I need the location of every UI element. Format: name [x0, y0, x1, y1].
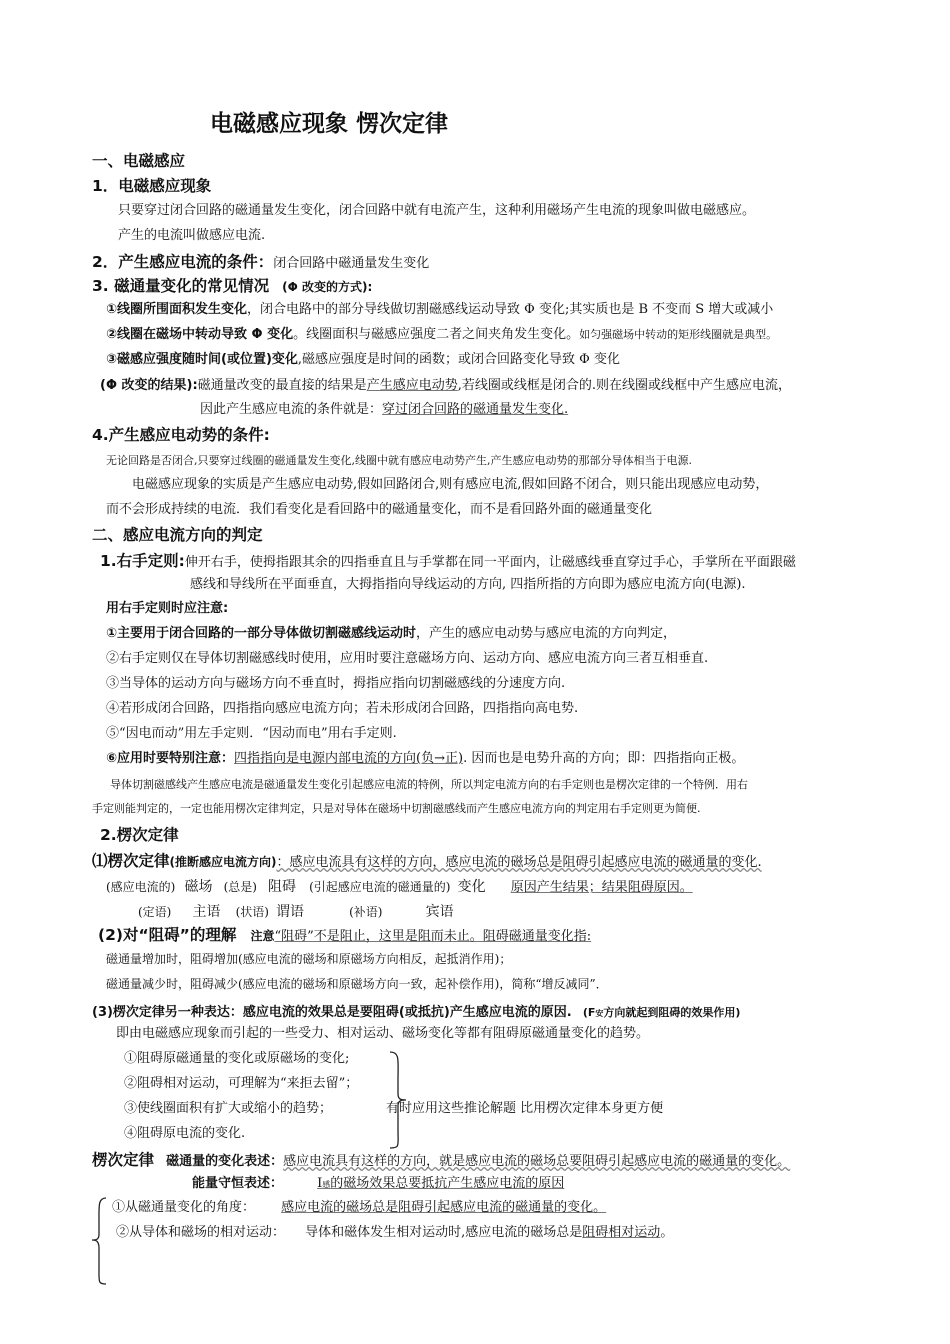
list-item: ②从导体和磁场的相对运动： 导体和磁体发生相对运动时,感应电流的磁场总是阻碍相对运动。: [116, 1225, 674, 1240]
subheading-2-2: 2.楞次定律: [100, 826, 179, 844]
list-item: ①主要用于闭合回路的一部分导体做切割磁感线运动时，产生的感应电动势与感应电流的方向判定，: [106, 626, 677, 641]
paragraph-line: (Φ 改变的结果):磁通量改变的最直接的结果是产生感应电动势,若线圈或线框是闭合的.则在线圈或线框中产生感应电流，: [100, 378, 791, 393]
section-heading-1: 一、电磁感应: [92, 152, 186, 170]
left-brace-icon: [90, 1196, 110, 1286]
paragraph-line: 磁通量减少时，阻碍减少(感应电流的磁场和原磁场方向一致，起补偿作用)，简称“增反减同”．: [106, 977, 608, 991]
paragraph-line: 产生的电流叫做感应电流.: [118, 228, 266, 243]
paragraph-line: 因此产生感应电流的条件就是：穿过闭合回路的磁通量发生变化.: [200, 402, 569, 417]
paragraph-line: 楞次定律 磁通量的变化表述：感应电流具有这样的方向，就是感应电流的磁场总要阻碍引起感应电流的磁通量的变化。: [92, 1151, 791, 1169]
grammar-analogy-row: (感应电流的) 磁场 (总是) 阻碍 (引起感应电流的磁通量的) 变化 原因产生结果；结果阻碍原因。: [106, 879, 693, 895]
list-item: ④若形成闭合回路，四指指向感应电流方向；若未形成闭合回路，四指指向高电势.: [106, 701, 579, 716]
paragraph-line: 导体切割磁感线产生感应电流是磁通量发生变化引起感应电流的特例，所以判定电流方向的右手定则也是楞次定律的一个特例．用右: [110, 778, 748, 791]
list-item: ⑤“因电而动”用左手定则．“因动而电”用右手定则.: [106, 726, 397, 741]
subheading-1-2: 2．产生感应电流的条件：闭合回路中磁通量发生变化: [92, 253, 430, 271]
paragraph-line: (2)对“阻碍”的理解 注意“阻碍”不是阻止，这里是阻而未止。阻碍磁通量变化指:: [98, 926, 592, 944]
list-item: ①线圈所围面积发生变化，闭合电路中的部分导线做切割磁感线运动导致 Φ 变化;其实质也是 B 不变而 S 增大或减小: [106, 302, 774, 317]
paragraph-line: 而不会形成持续的电流．我们看变化是看回路中的磁通量变化，而不是看回路外面的磁通量变化: [106, 502, 653, 517]
list-item: ①阻碍原磁通量的变化或原磁场的变化;: [124, 1051, 350, 1066]
paragraph-line: ⑴楞次定律(推断感应电流方向)：感应电流具有这样的方向，感应电流的磁场总是阻碍引起感应电流的磁通量的变化.: [92, 852, 762, 870]
paragraph-line: 手定则能判定的，一定也能用楞次定律判定，只是对导体在磁场中切割磁感线而产生感应电流方向的判定用右手定则更为简便.: [92, 802, 701, 815]
subheading-1-3: 3. 磁通量变化的常见情况 (Φ 改变的方式):: [92, 277, 373, 295]
subheading-1-4: 4.产生感应电动势的条件:: [92, 426, 270, 444]
paragraph-line: 即由电磁感应现象而引起的一些受力、相对运动、磁场变化等都有阻碍原磁通量变化的趋势。: [116, 1026, 650, 1041]
paragraph-line: 能量守恒表述： I感的磁场效果总要抵抗产生感应电流的原因: [192, 1176, 565, 1191]
paragraph-line: 电磁感应现象的实质是产生感应电动势,假如回路闭合,则有感应电流,假如回路不闭合，则只能出现感应电动势，: [132, 477, 769, 492]
paragraph-line: 磁通量增加时，阻碍增加(感应电流的磁场和原磁场方向相反，起抵消作用)；: [106, 952, 512, 966]
subheading-1-1: 1．电磁感应现象: [92, 177, 212, 195]
paragraph-line: 无论回路是否闭合,只要穿过线圈的磁通量发生变化,线圈中就有感应电动势产生,产生感应电动势的那部分导体相当于电源.: [106, 454, 692, 467]
list-item: ③当导体的运动方向与磁场方向不垂直时，拇指应指向切割磁感线的分速度方向.: [106, 676, 566, 691]
list-item: ③使线圈面积有扩大或缩小的趋势；: [124, 1101, 333, 1116]
note-heading: 用右手定则时应注意:: [106, 601, 229, 616]
page-title: 电磁感应现象 愣次定律: [210, 111, 449, 137]
list-item: ②右手定则仅在导体切割磁感线时使用，应用时要注意磁场方向、运动方向、感应电流方向三者互相垂直.: [106, 651, 709, 666]
list-item: ④阻碍原电流的变化.: [124, 1126, 246, 1141]
right-brace-icon: [386, 1050, 410, 1150]
side-note: 有时应用这些推论解题 比用楞次定律本身更方便: [386, 1101, 664, 1116]
paragraph-line: 感线和导线所在平面垂直，大拇指指向导线运动的方向, 四指所指的方向即为感应电流方向(电源).: [190, 577, 746, 592]
grammar-analogy-row: (定语) 主语 (状语) 谓语 (补语) 宾语: [138, 904, 454, 920]
list-item: ③磁感应强度随时间(或位置)变化,磁感应强度是时间的函数；或闭合回路变化导致 Φ 变化: [106, 352, 620, 367]
paragraph-line: 只要穿过闭合回路的磁通量发生变化，闭合回路中就有电流产生，这种利用磁场产生电流的现象叫做电磁感应。: [118, 203, 756, 218]
list-item: ②线圈在磁场中转动导致 Φ 变化。线圈面积与磁感应强度二者之间夹角发生变化。如匀强磁场中转动的矩形线圈就是典型。: [106, 327, 778, 342]
list-item: ①从磁通量变化的角度： 感应电流的磁场总是阻碍引起感应电流的磁通量的变化。: [112, 1200, 607, 1215]
paragraph-line: 1.右手定则:伸开右手，使拇指跟其余的四指垂直且与手掌都在同一平面内，让磁感线垂直穿过手心，手掌所在平面跟磁: [100, 552, 796, 570]
list-item: ⑥应用时要特别注意：四指指向是电源内部电流的方向(负→正). 因而也是电势升高的方向；即：四指指向正极。: [106, 751, 745, 766]
list-item: ②阻碍相对运动，可理解为“来拒去留”；: [124, 1076, 359, 1091]
section-heading-2: 二、感应电流方向的判定: [92, 526, 263, 544]
paragraph-line: (3)楞次定律另一种表达：感应电流的效果总是要阻碍(或抵抗)产生感应电流的原因. (F安方向就起到阻碍的效果作用): [92, 1005, 741, 1020]
